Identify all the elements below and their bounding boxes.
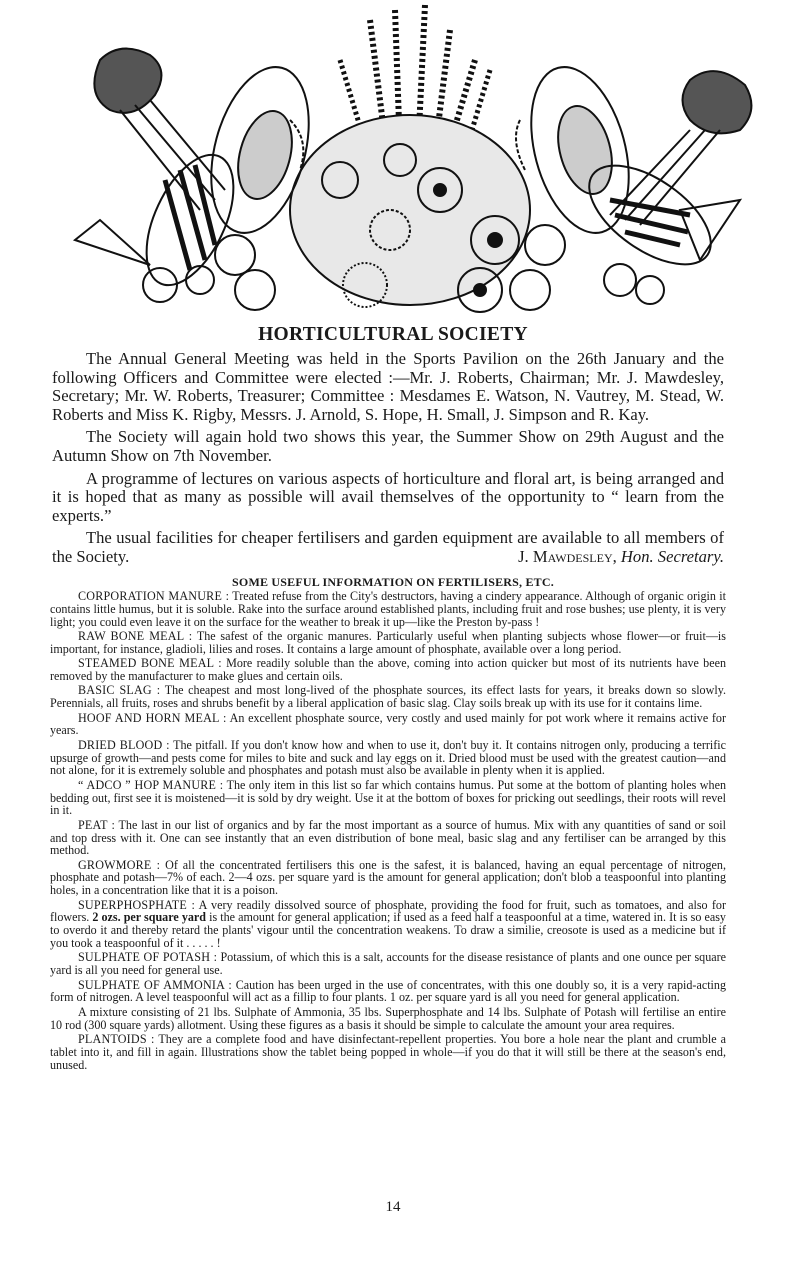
entry-term: SULPHATE OF AMMONIA :	[78, 977, 232, 992]
entry-term: CORPORATION MANURE :	[78, 589, 230, 603]
entry-bold-text: 2 ozs. per square yard	[92, 910, 207, 925]
fertiliser-entry	[50, 684, 726, 710]
fertiliser-entry	[50, 951, 726, 977]
entry-text: An excellent phosphate source, very costly and used mainly for pot work where it remains active for years.	[50, 710, 726, 738]
entry-term: PEAT :	[78, 817, 115, 832]
entry-text: Of all the concentrated fertilisers this one is the safest, it is balanced, having an equal percentage of nitrogen, phosphate and potash—7% of each. 2—4 ozs. per square yard is the amount for general application; don't blob a teaspoonful into planting holes, in a concentration like that it is a poison.	[50, 857, 726, 898]
entry-text: Caution has been urged in the use of concentrates, with this one doubly so, it is a very rapid-acting form of nitrogen. A level teaspoonful will act as a fillip to four plants. 1 oz. per square yard is all you need for general application.	[50, 977, 727, 1005]
fertiliser-entry	[50, 899, 726, 950]
entry-term: “ ADCO ” HOP MANURE :	[78, 777, 224, 792]
entry-term: RAW BONE MEAL :	[78, 628, 193, 643]
fertiliser-entry	[50, 712, 726, 738]
signature-name: J. Mawdesley,	[518, 546, 617, 566]
entry-text: The last in our list of organics and by far the most important as a source of humus. Mix with any quantities of sand or soil and top dress with it. One can see instantly that an even distribution of bone meal, basic slag and any fertiliser can be arranged by this method.	[50, 817, 726, 858]
entry-text: They are a complete food and have disinfectant-repellent properties. You bore a hole near the plant and crumble a tablet into it, and fill in again. Illustrations show the tablet being popped in whole—if you do that it will still be there at the season's end, unused.	[50, 1032, 726, 1072]
fertiliser-entry	[50, 630, 726, 656]
fertiliser-entry	[50, 819, 726, 857]
signature-row	[52, 548, 724, 567]
intro-paragraph: The Annual General Meeting was held in the Sports Pavilion on the 26th January and the following Officers and Committee were elected :—Mr. J. Roberts, Chairman; Mr. J. Mawdesley, Secretary; Mr. W. Roberts, Treasurer; Committee : Mesdames E. Watson, N. Vautrey, M. Stead, W. Roberts and Miss K. Rigby, Messrs. J. Arnold, S. Hope, H. Small, J. Simpson and R. Kay.	[52, 349, 724, 424]
entry-text: The safest of the organic manures. Particularly useful when planting subjects whose flower—or fruit—is important, for instance, gladioli, lilies and roses. It contains a large amount of phosphate, available over a long period.	[50, 628, 726, 656]
entry-term: SULPHATE OF POTASH :	[78, 950, 218, 965]
fertiliser-entry	[50, 1033, 726, 1071]
flowers-and-vegetables-illustration	[40, 0, 760, 318]
entry-term: HOOF AND HORN MEAL :	[78, 710, 227, 725]
intro-paragraph: A programme of lectures on various aspects of horticulture and floral art, is being arranged and it is hoped that as many as possible will avail themselves of the opportunity to “ learn from the experts.”	[52, 468, 724, 525]
entry-term: GROWMORE :	[78, 857, 161, 872]
intro-paragraph-text: The usual facilities for cheaper fertilisers and garden equipment are available to all members of the Society.	[52, 528, 724, 566]
intro-paragraph: The Society will again hold two shows this year, the Summer Show on 29th August and the Autumn Show on 7th November.	[52, 427, 724, 465]
page-title: HORTICULTURAL SOCIETY	[258, 324, 528, 345]
fertiliser-entry	[50, 1006, 726, 1032]
entry-text: The only item in this list so far which contains humus. Put some at the bottom of planting holes when bedding out, first see it is moistened—it is sold by dry weight. Use it at the bottom of boxes for pricking out seedlings, their roots will revel in it.	[50, 777, 726, 818]
entry-term: PLANTOIDS :	[78, 1032, 155, 1047]
entry-text: A very readily dissolved source of phosphate, providing the food for fruit, such as tomatoes, and also for flowers.	[50, 897, 726, 925]
signature	[518, 548, 724, 567]
fertiliser-list	[50, 590, 726, 1073]
entry-term: BASIC SLAG :	[78, 683, 161, 698]
intro-section	[52, 350, 724, 567]
entry-term: DRIED BLOOD :	[78, 737, 170, 752]
flower-bouquet-icon	[290, 115, 530, 312]
fertiliser-entry	[50, 590, 726, 628]
entry-term: STEAMED BONE MEAL :	[78, 656, 222, 671]
entry-text: Treated refuse from the City's destructors, having a cindery appearance. Although of organic origin it contains little humus, but it is soluble. Rake into the surface around established plants, including fruit and rose bushes; use plenty, it is very light; you could even leave it on the surface for the weather to break it up—like the Preston by-pass !	[50, 589, 726, 629]
fertiliser-entry	[50, 979, 726, 1005]
entry-text: is the amount for general application; if used as a feed half a teaspoonful at a time, watered in. It is so easy to overdo it and thereby retard the plants' vigour until the concentration weakens. To draw a similie, creosote is used as a medicine but if you took a teaspoonful of it . . . . . !	[50, 910, 726, 951]
entry-text: The cheapest and most long-lived of the phosphate sources, its effect lasts for years, it breaks down so slowly. Perennials, all fruits, roses and shrubs benefit by a liberal application of basic slag. Clay soils break up with its use for it contains lime.	[50, 683, 726, 711]
entry-term: SUPERPHOSPHATE :	[78, 897, 196, 912]
fertiliser-entry	[50, 859, 726, 897]
entry-text: More readily soluble than the above, coming into action quicker but most of its nutrients have been removed by the manufacturer to make glues and certain oils.	[50, 656, 726, 683]
fertiliser-entry	[50, 657, 726, 683]
signature-role: Hon. Secretary.	[620, 546, 724, 566]
celery-icon	[94, 49, 225, 210]
fertiliser-entry	[50, 779, 726, 817]
entry-text: The pitfall. If you don't know how and when to use it, don't buy it. It contains nitrogen only, producing a terrific upsurge of growth—and pests come for miles to bite and suck and lay eggs on it. Dried blood must be used with the greatest caution—and not alone, for it is extremely soluble and phosphates and potash must also be available in plenty when it is applied.	[50, 737, 726, 778]
entry-text: A mixture consisting of 21 lbs. Sulphate of Ammonia, 35 lbs. Superphosphate and 14 lbs. Sulphate of Potash will fertilise an entire 10 rod (300 square yards) allotment. Using these figures as a basis it should be simple to calculate the amount your area requires.	[50, 1004, 726, 1032]
section-heading: SOME USEFUL INFORMATION ON FERTILISERS, ETC.	[232, 575, 554, 589]
entry-text: Potassium, of which this is a salt, accounts for the disease resistance of plants and one ounce per square yard is all you need for general use.	[50, 950, 727, 978]
page-number: 14	[385, 1199, 401, 1215]
fertiliser-entry	[50, 739, 726, 777]
